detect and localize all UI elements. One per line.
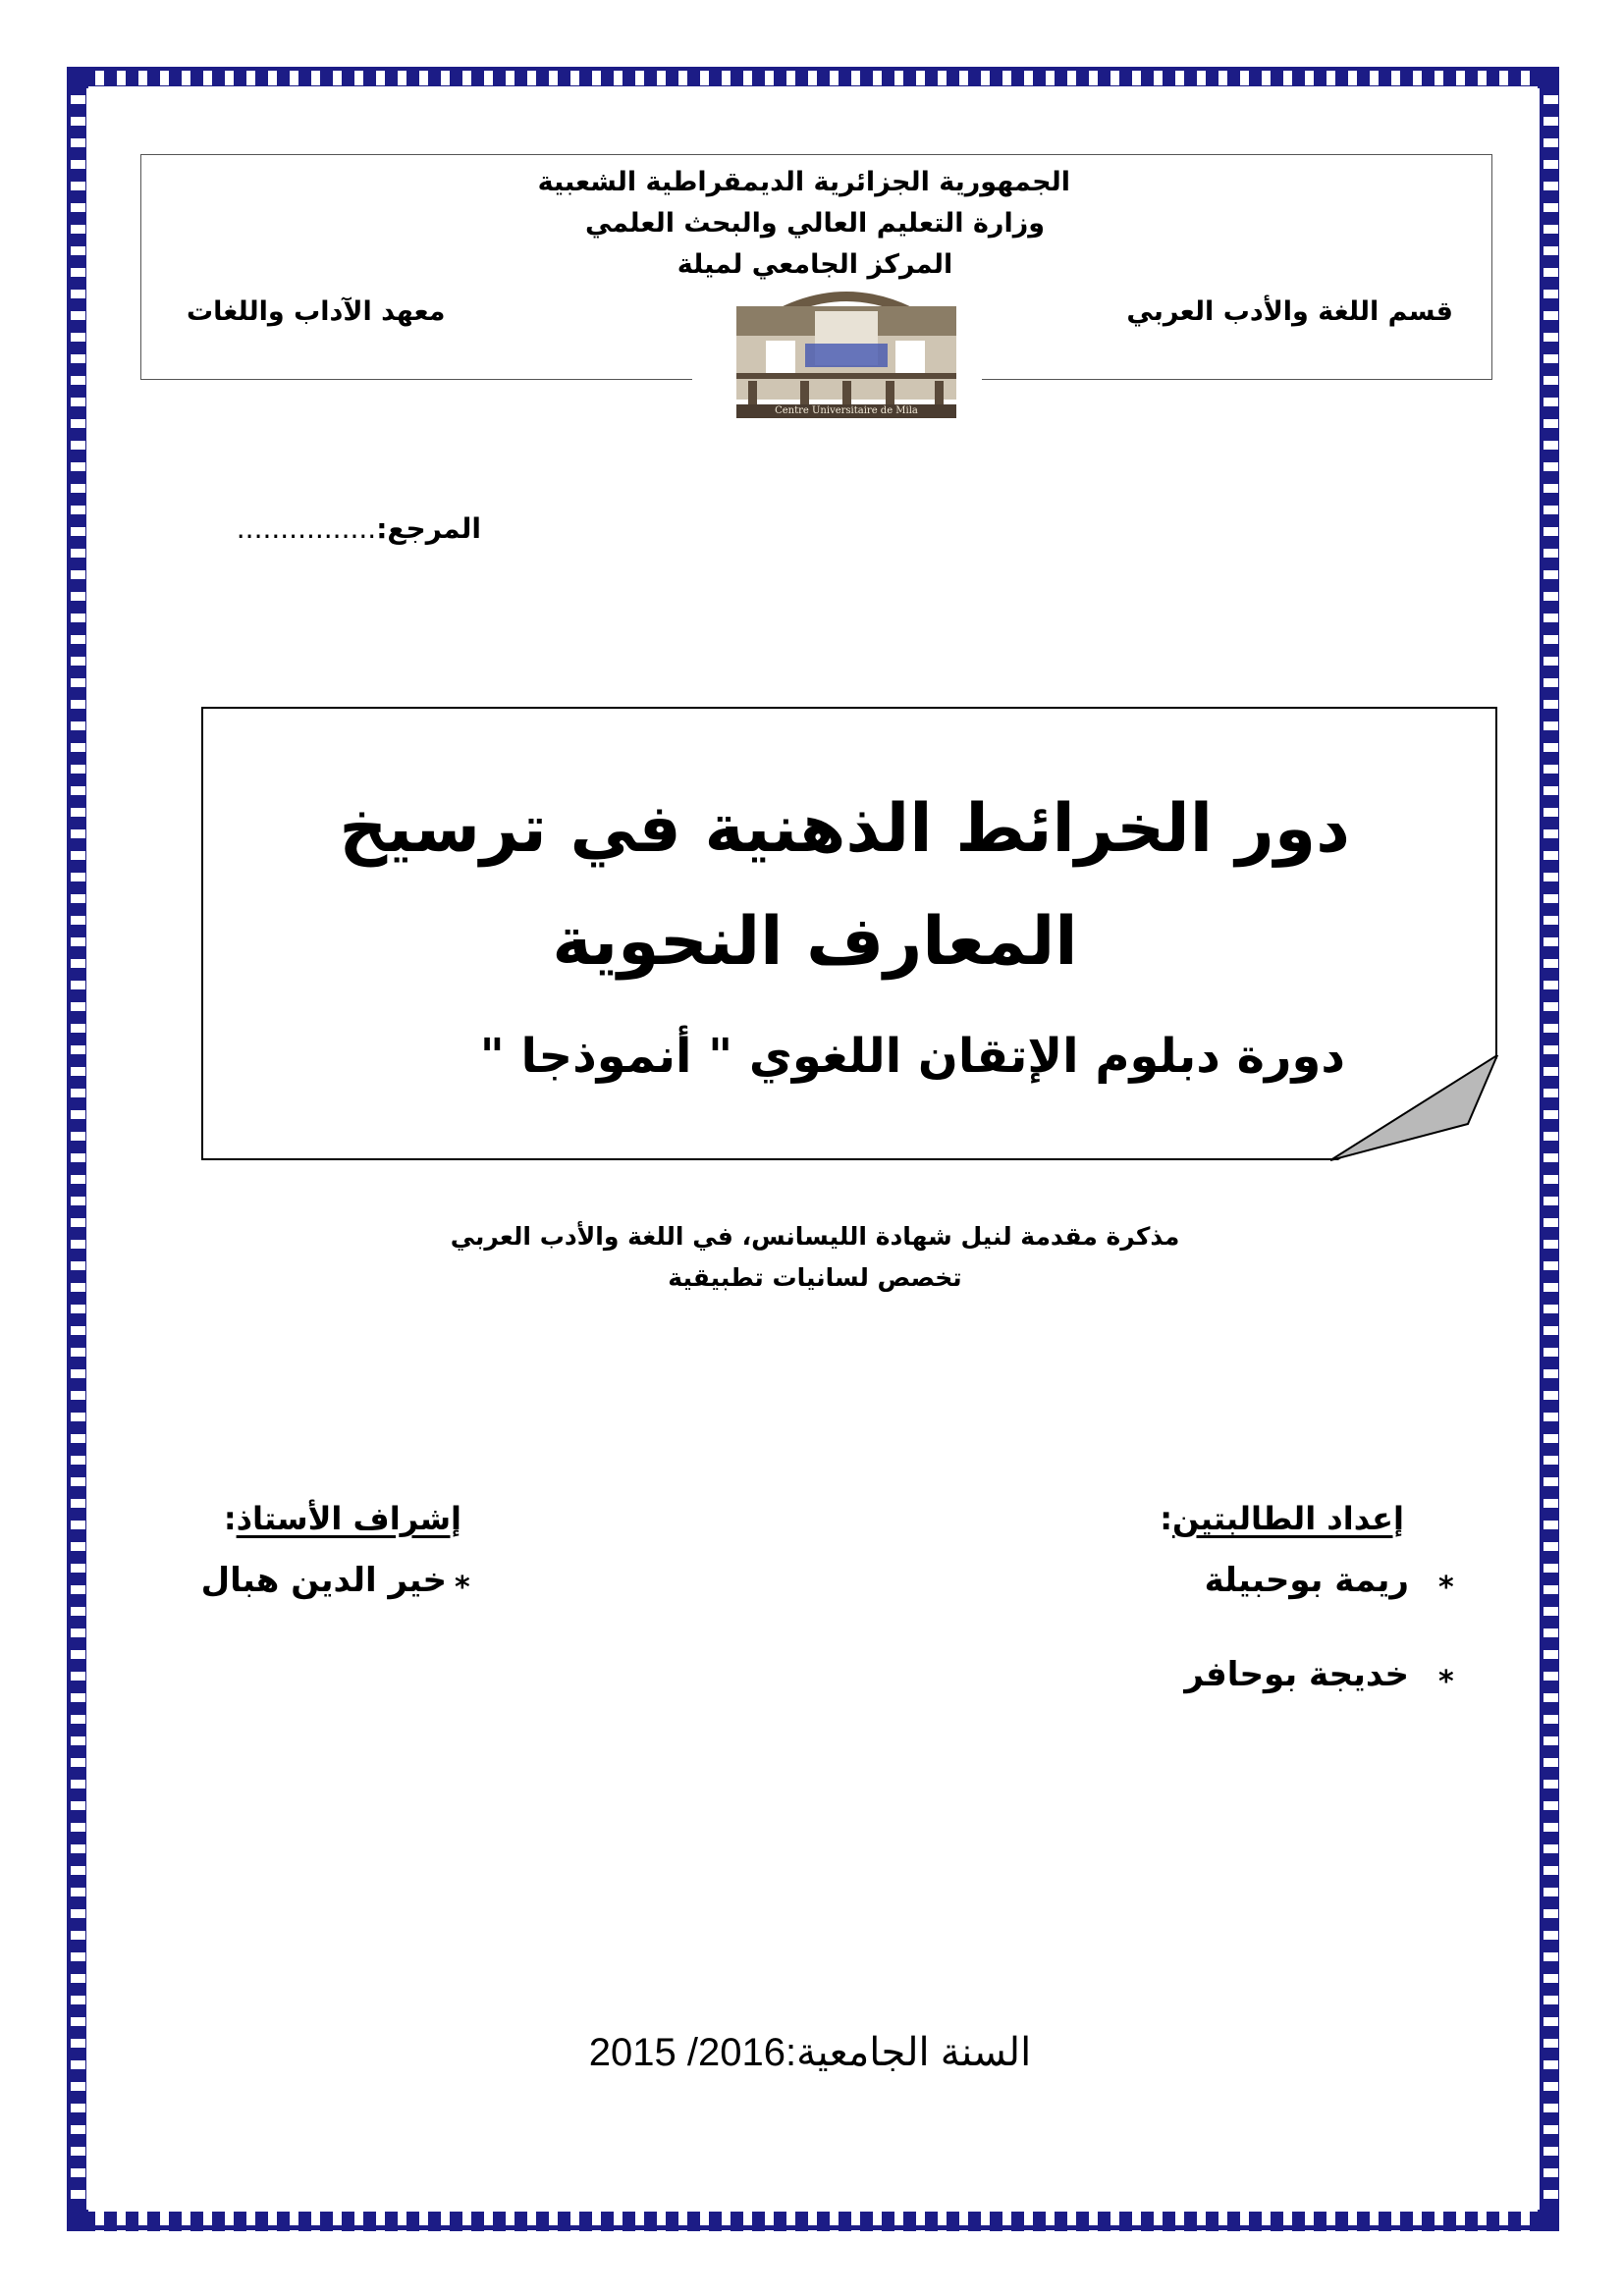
header-university: المركز الجامعي لميلة [677, 249, 953, 280]
memo-line-2: تخصص لسانيات تطبيقية [668, 1263, 962, 1292]
header-institute: معهد الآداب واللغات [187, 296, 446, 327]
students-heading [1080, 1500, 1404, 1537]
header-ministry: وزارة التعليم العالي والبحث العلمي [584, 208, 1046, 239]
student-2-name: خديجة بوحافر [1184, 1655, 1409, 1694]
student-1-name: ريمة بوحبيلة [1204, 1561, 1409, 1600]
reference-label: المرجع: [376, 512, 481, 545]
supervisor-heading-text: إشراف الأستاذ [236, 1500, 461, 1537]
students-heading-text: إعداد الطالبتين [1171, 1500, 1404, 1537]
academic-year-label: السنة الجامعية: [785, 2031, 1032, 2074]
student-2-bullet: * [1438, 1665, 1454, 1699]
university-logo [727, 267, 966, 419]
students-heading-colon: : [1160, 1500, 1172, 1537]
academic-year-value: 2015 /2016 [588, 2031, 785, 2074]
title-line-1: دور الخرائط الذهنية في ترسيخ [339, 790, 1350, 868]
logo-caption: Centre Universitaire de Mila [775, 405, 918, 416]
memo-line-1: مذكرة مقدمة لنيل شهادة الليسانس، في اللغة والأدب العربي [450, 1222, 1180, 1251]
reference-dots: ................ [236, 512, 377, 545]
academic-year [550, 2030, 1070, 2075]
supervisor-heading-colon: : [223, 1500, 237, 1537]
page-curl-icon [1330, 1055, 1502, 1165]
header-department: قسم اللغة والأدب العربي [1126, 296, 1453, 327]
supervisor-name: خير الدين هبال [200, 1561, 447, 1600]
title-line-2: المعارف النحوية [552, 903, 1078, 981]
reference-line [147, 512, 481, 545]
supervisor-bullet: * [455, 1571, 470, 1605]
title-line-3: دورة دبلوم الإتقان اللغوي " أنموذجا " [479, 1029, 1345, 1084]
supervisor-heading [206, 1500, 461, 1537]
header-country: الجمهورية الجزائرية الديمقراطية الشعبية [537, 167, 1070, 197]
student-1-bullet: * [1438, 1571, 1454, 1605]
